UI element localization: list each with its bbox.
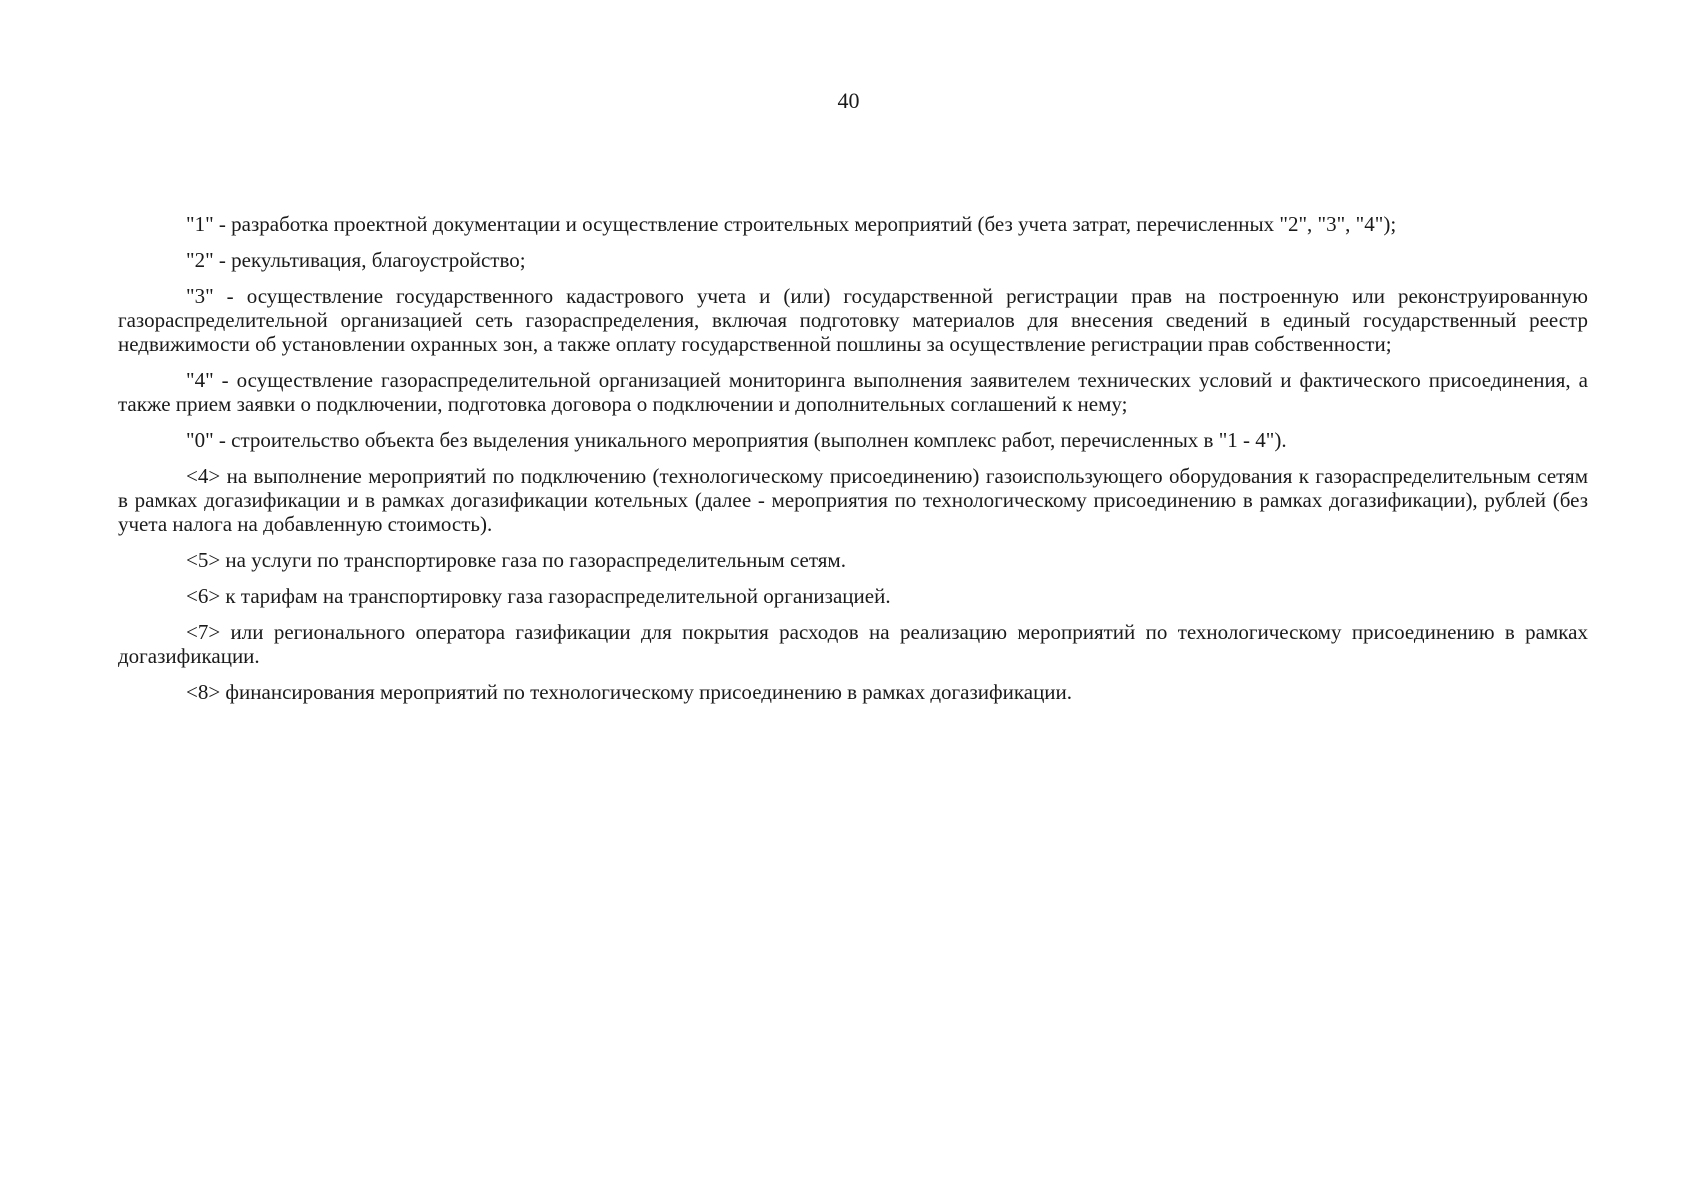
footnote-4: <4> на выполнение мероприятий по подключению (технологическому присоединению) газоиспользующего оборудования к газораспределительным сетям в рамках догазификации и в рамках догазификации котельных (далее - мероприятия по технологическому присоединению в рамках догазификации), рублей (без учета налога на добавленную стоимость). bbox=[118, 464, 1588, 536]
page-number: 40 bbox=[837, 88, 860, 113]
footnote-8: <8> финансирования мероприятий по технологическому присоединению в рамках догазификации. bbox=[186, 680, 1073, 704]
paragraph-item-3: "3" - осуществление государственного кадастрового учета и (или) государственной регистрации прав на построенную или реконструированную газораспределительной организацией сеть газораспределения, включая подготовку материалов для внесения сведений в единый государственный реестр недвижимости об установлении охранных зон, а также оплату государственной пошлины за осуществление регистрации прав собственности; bbox=[118, 284, 1588, 356]
footnote-5: <5> на услуги по транспортировке газа по газораспределительным сетям. bbox=[186, 548, 846, 572]
document-body bbox=[118, 212, 1588, 716]
paragraph-item-2: "2" - рекультивация, благоустройство; bbox=[186, 248, 526, 272]
footnote-6: <6> к тарифам на транспортировку газа газораспределительной организацией. bbox=[186, 584, 891, 608]
footnote-7: <7> или регионального оператора газификации для покрытия расходов на реализацию мероприятий по технологическому присоединению в рамках догазификации. bbox=[118, 620, 1588, 668]
paragraph-item-4: "4" - осуществление газораспределительной организацией мониторинга выполнения заявителем технических условий и фактического присоединения, а также прием заявки о подключении, подготовка договора о подключении и дополнительных соглашений к нему; bbox=[118, 368, 1588, 416]
paragraph-item-1: "1" - разработка проектной документации и осуществление строительных мероприятий (без учета затрат, перечисленных "2", "3", "4"); bbox=[186, 212, 1397, 236]
paragraph-item-0: "0" - строительство объекта без выделения уникального мероприятия (выполнен комплекс работ, перечисленных в "1 - 4"). bbox=[186, 428, 1287, 452]
